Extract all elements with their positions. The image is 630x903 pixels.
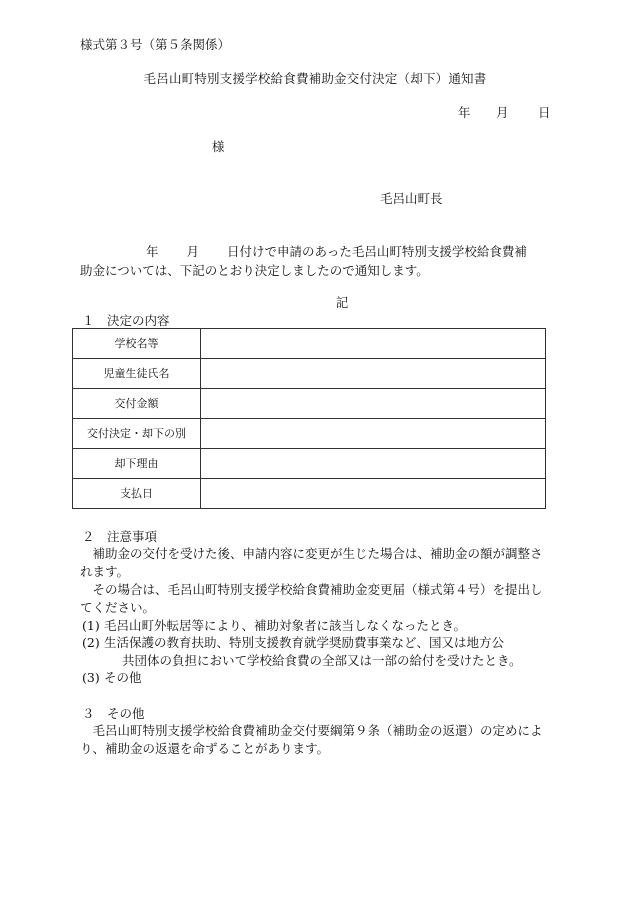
section2-heading: ２ 注意事項	[82, 529, 158, 544]
list-item	[82, 669, 550, 687]
table-row	[73, 449, 546, 479]
row-value	[201, 479, 546, 509]
row-value	[201, 419, 546, 449]
list-item	[82, 634, 550, 670]
ki-marker: 記	[335, 295, 349, 310]
item-number: (2)	[82, 635, 100, 650]
list-item	[82, 617, 550, 635]
row-value	[201, 329, 546, 359]
other-paragraph: 毛呂山町特別支援学校給食費補助金交付要綱第９条（補助金の返還）の定めにより、補助金の返還を命ずることがあります。	[80, 723, 543, 756]
addressee-suffix: 様	[212, 139, 225, 154]
section3-heading: ３ その他	[82, 706, 145, 721]
body-year-label: 年	[146, 244, 159, 259]
item-text-continued: 共団体の負担において学校給食費の全部又は一部の給付を受けたとき。	[122, 653, 522, 668]
row-label: 却下理由	[73, 449, 201, 479]
decision-table	[72, 328, 546, 509]
row-label: 交付決定・却下の別	[73, 419, 201, 449]
item-number: (1)	[82, 618, 100, 633]
form-number: 様式第３号（第５条関係）	[80, 37, 231, 52]
item-number: (3)	[82, 670, 100, 685]
document-title: 毛呂山町特別支援学校給食費補助金交付決定（却下）通知書	[143, 71, 487, 86]
item-text: 毛呂山町外転居等により、補助対象者に該当しなくなったとき。	[104, 618, 467, 633]
issuer-name: 毛呂山町長	[380, 191, 443, 206]
row-value	[201, 359, 546, 389]
body-paragraph	[80, 242, 550, 280]
body-line2: 助金については、下記のとおり決定しましたので通知します。	[80, 263, 429, 278]
row-label: 交付金額	[73, 389, 201, 419]
date-day-label: 日	[538, 105, 551, 120]
row-value	[201, 389, 546, 419]
item-text: 生活保護の教育扶助、特別支援教育就学奨励費事業など、国又は地方公	[104, 635, 505, 650]
table-row	[73, 389, 546, 419]
body-month-label: 月	[186, 244, 200, 259]
date-year-label: 年	[458, 105, 471, 120]
notice-paragraph-2: その場合は、毛呂山町特別支援学校給食費補助金変更届（様式第４号）を提出してください。	[80, 582, 543, 615]
row-label: 学校名等	[73, 329, 201, 359]
section1-heading: １ 決定の内容	[82, 313, 170, 328]
item-text: その他	[104, 670, 142, 685]
row-label: 支払日	[73, 479, 201, 509]
table-row	[73, 359, 546, 389]
table-row	[73, 419, 546, 449]
notice-paragraph-1: 補助金の交付を受けた後、申請内容に変更が生じた場合は、補助金の額が調整されます。	[80, 546, 543, 579]
row-value	[201, 449, 546, 479]
row-label: 児童生徒氏名	[73, 359, 201, 389]
table-row	[73, 329, 546, 359]
body-line1: 日付けで申請のあった毛呂山町特別支援学校給食費補	[227, 244, 527, 259]
date-month-label: 月	[496, 105, 509, 120]
table-row	[73, 479, 546, 509]
